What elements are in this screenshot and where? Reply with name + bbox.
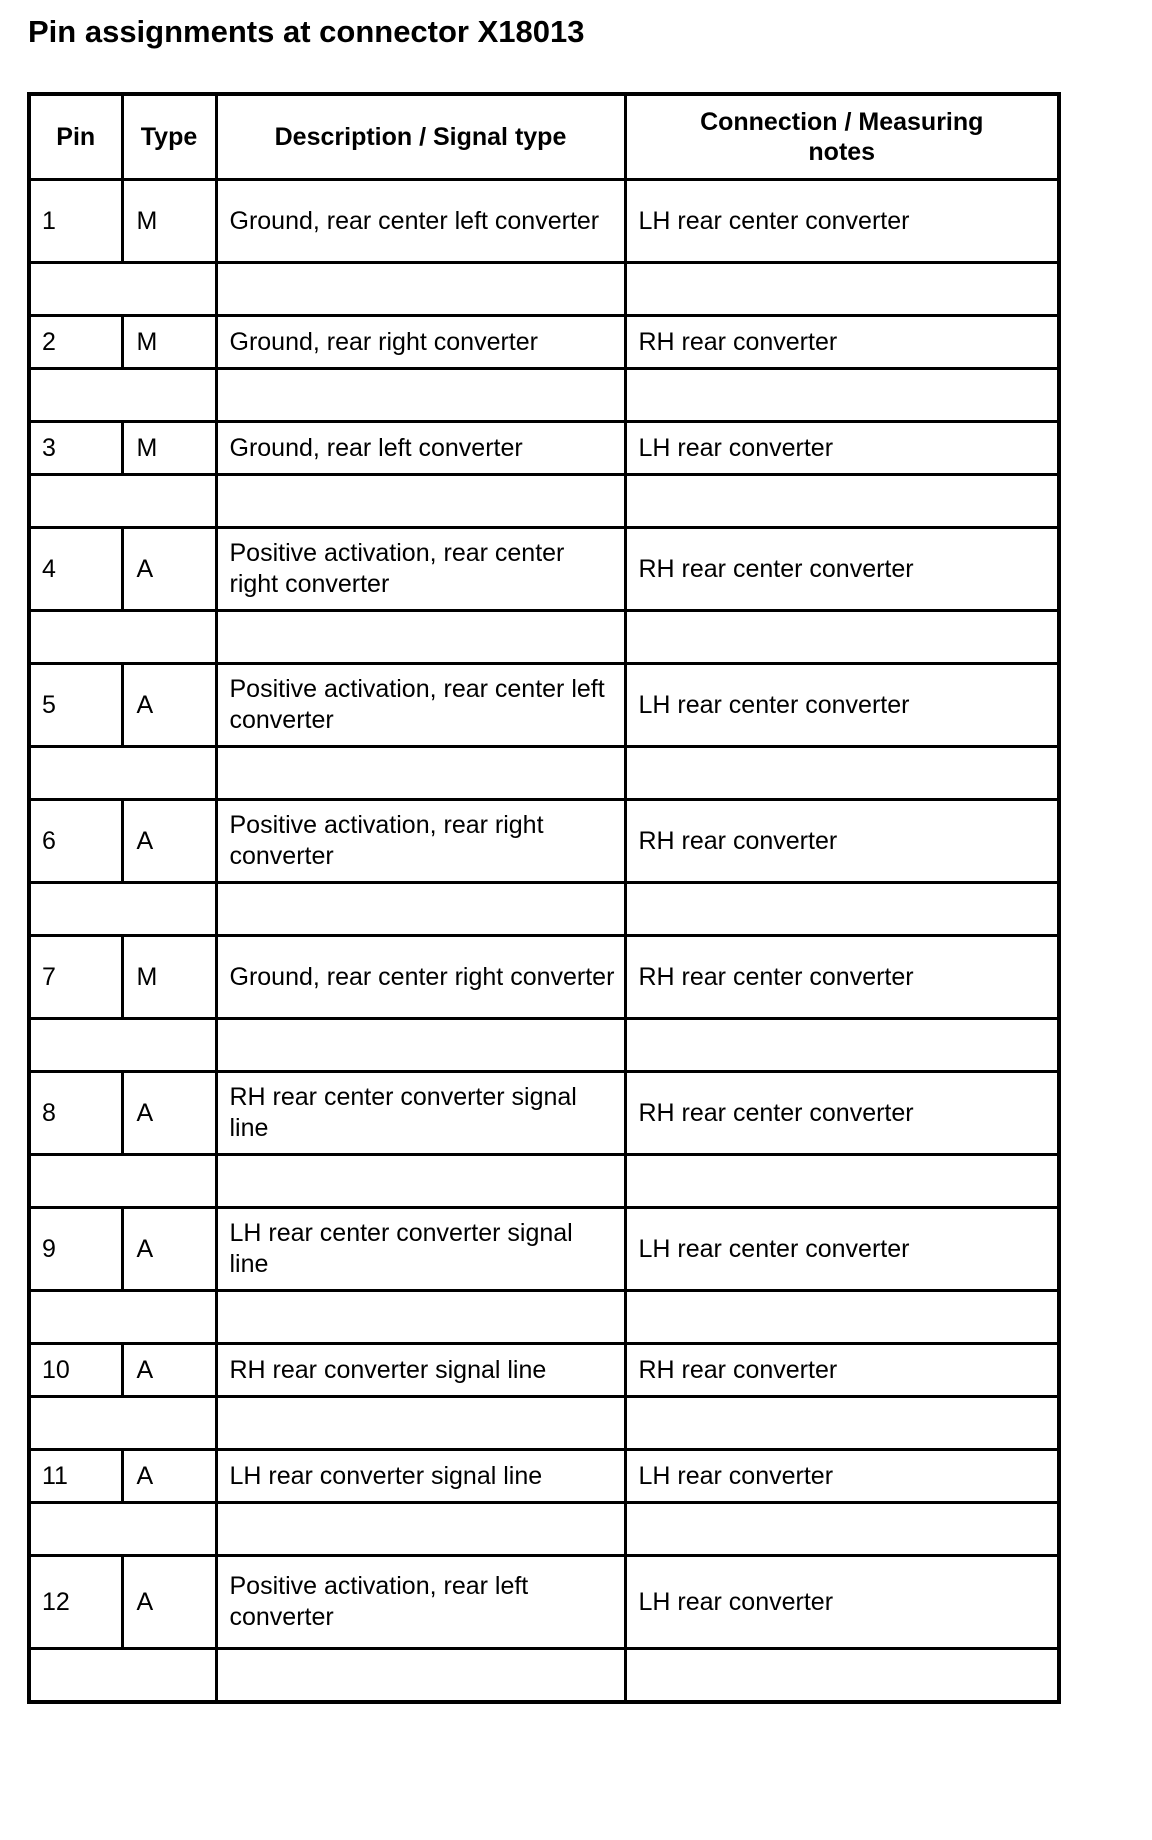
- column-header-description: Description / Signal type: [216, 94, 625, 180]
- separator-cell: [29, 611, 216, 664]
- pin-number: 2: [29, 316, 122, 369]
- separator-row: [29, 747, 1059, 800]
- separator-row: [29, 1649, 1059, 1703]
- pin-type: M: [122, 936, 216, 1019]
- pin-type: A: [122, 664, 216, 747]
- separator-row: [29, 611, 1059, 664]
- separator-cell: [625, 475, 1059, 528]
- pin-number: 9: [29, 1208, 122, 1291]
- table-row: [29, 1072, 1059, 1155]
- pin-number: 12: [29, 1556, 122, 1649]
- pin-connection: RH rear center converter: [625, 936, 1059, 1019]
- pin-number: 3: [29, 422, 122, 475]
- pin-connection: LH rear converter: [625, 422, 1059, 475]
- pin-connection: LH rear center converter: [625, 664, 1059, 747]
- separator-cell: [625, 1397, 1059, 1450]
- pin-type: A: [122, 1072, 216, 1155]
- page-title: Pin assignments at connector X18013: [28, 14, 585, 49]
- separator-cell: [625, 369, 1059, 422]
- separator-cell: [29, 747, 216, 800]
- pin-description: Positive activation, rear center right converter: [216, 528, 625, 611]
- pin-connection: LH rear converter: [625, 1556, 1059, 1649]
- separator-cell: [29, 1155, 216, 1208]
- separator-row: [29, 263, 1059, 316]
- pin-description: Ground, rear right converter: [216, 316, 625, 369]
- separator-cell: [216, 747, 625, 800]
- pin-number: 7: [29, 936, 122, 1019]
- table-row: [29, 800, 1059, 883]
- separator-row: [29, 1397, 1059, 1450]
- table-row: [29, 1344, 1059, 1397]
- separator-cell: [625, 1019, 1059, 1072]
- table-row: [29, 422, 1059, 475]
- separator-cell: [216, 263, 625, 316]
- table-row: [29, 1208, 1059, 1291]
- separator-cell: [625, 1291, 1059, 1344]
- separator-row: [29, 883, 1059, 936]
- pin-description: RH rear center converter signal line: [216, 1072, 625, 1155]
- separator-cell: [216, 611, 625, 664]
- pin-number: 5: [29, 664, 122, 747]
- table-row: [29, 664, 1059, 747]
- separator-row: [29, 1019, 1059, 1072]
- table-row: [29, 936, 1059, 1019]
- separator-cell: [29, 883, 216, 936]
- pin-description: Positive activation, rear right converter: [216, 800, 625, 883]
- separator-cell: [29, 475, 216, 528]
- pin-connection: RH rear converter: [625, 316, 1059, 369]
- separator-cell: [625, 1155, 1059, 1208]
- separator-cell: [216, 369, 625, 422]
- pin-number: 6: [29, 800, 122, 883]
- separator-cell: [29, 1019, 216, 1072]
- pin-type: A: [122, 1450, 216, 1503]
- separator-row: [29, 1291, 1059, 1344]
- pin-connection: LH rear center converter: [625, 180, 1059, 263]
- pin-connection: RH rear center converter: [625, 528, 1059, 611]
- pin-description: RH rear converter signal line: [216, 1344, 625, 1397]
- separator-cell: [625, 611, 1059, 664]
- separator-row: [29, 369, 1059, 422]
- separator-cell: [216, 883, 625, 936]
- separator-cell: [216, 1019, 625, 1072]
- separator-cell: [29, 263, 216, 316]
- column-header-type: Type: [122, 94, 216, 180]
- pin-connection: LH rear center converter: [625, 1208, 1059, 1291]
- separator-cell: [625, 1649, 1059, 1703]
- pin-type: A: [122, 1556, 216, 1649]
- pin-number: 1: [29, 180, 122, 263]
- pin-description: LH rear converter signal line: [216, 1450, 625, 1503]
- pin-connection: LH rear converter: [625, 1450, 1059, 1503]
- separator-cell: [29, 1649, 216, 1703]
- separator-cell: [216, 1397, 625, 1450]
- pin-number: 10: [29, 1344, 122, 1397]
- table-row: [29, 528, 1059, 611]
- table-header-row: [29, 94, 1059, 180]
- separator-row: [29, 475, 1059, 528]
- pin-description: Ground, rear center left converter: [216, 180, 625, 263]
- pin-description: Positive activation, rear center left converter: [216, 664, 625, 747]
- pin-type: A: [122, 1208, 216, 1291]
- pin-connection: RH rear center converter: [625, 1072, 1059, 1155]
- pin-description: Ground, rear center right converter: [216, 936, 625, 1019]
- separator-cell: [216, 1503, 625, 1556]
- pin-type: A: [122, 1344, 216, 1397]
- separator-row: [29, 1503, 1059, 1556]
- pin-description: LH rear center converter signal line: [216, 1208, 625, 1291]
- pin-description: Positive activation, rear left converter: [216, 1556, 625, 1649]
- pin-type: M: [122, 316, 216, 369]
- table-row: [29, 1450, 1059, 1503]
- pin-number: 4: [29, 528, 122, 611]
- separator-row: [29, 1155, 1059, 1208]
- table-row: [29, 316, 1059, 369]
- pin-connection: RH rear converter: [625, 1344, 1059, 1397]
- pin-type: M: [122, 422, 216, 475]
- pin-connection: RH rear converter: [625, 800, 1059, 883]
- separator-cell: [216, 1291, 625, 1344]
- table-row: [29, 1556, 1059, 1649]
- pin-type: M: [122, 180, 216, 263]
- separator-cell: [29, 1291, 216, 1344]
- pin-type: A: [122, 800, 216, 883]
- table-row: [29, 180, 1059, 263]
- separator-cell: [216, 1155, 625, 1208]
- column-header-pin: Pin: [29, 94, 122, 180]
- pin-description: Ground, rear left converter: [216, 422, 625, 475]
- column-header-connection: Connection / Measuring notes: [625, 94, 1059, 180]
- separator-cell: [29, 369, 216, 422]
- separator-cell: [625, 883, 1059, 936]
- pin-type: A: [122, 528, 216, 611]
- pin-assignment-table: [27, 92, 1061, 1704]
- separator-cell: [216, 475, 625, 528]
- pin-number: 11: [29, 1450, 122, 1503]
- separator-cell: [625, 1503, 1059, 1556]
- pin-number: 8: [29, 1072, 122, 1155]
- separator-cell: [29, 1503, 216, 1556]
- separator-cell: [625, 263, 1059, 316]
- separator-cell: [29, 1397, 216, 1450]
- separator-cell: [216, 1649, 625, 1703]
- separator-cell: [625, 747, 1059, 800]
